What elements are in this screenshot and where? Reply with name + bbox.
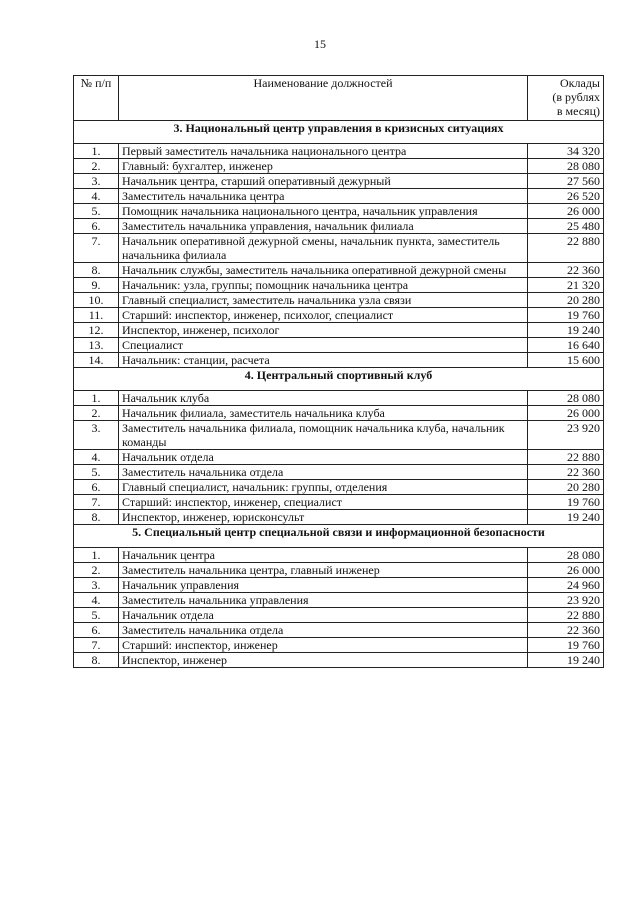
table-row xyxy=(74,406,604,421)
table-row xyxy=(74,263,604,278)
header-salary-line-2: (в рублях xyxy=(552,90,600,104)
row-number: 6. xyxy=(74,219,119,234)
position-name: Инспектор, инженер, юрисконсульт xyxy=(119,510,528,525)
row-number: 4. xyxy=(74,593,119,608)
position-name: Инспектор, инженер xyxy=(119,653,528,668)
salary-table xyxy=(73,75,604,668)
row-number: 4. xyxy=(74,450,119,465)
row-number: 1. xyxy=(74,548,119,563)
row-number: 7. xyxy=(74,495,119,510)
table-row xyxy=(74,623,604,638)
position-name: Главный специалист, заместитель начальника узла связи xyxy=(119,293,528,308)
section-title: 3. Национальный центр управления в кризисных ситуациях xyxy=(74,121,604,144)
salary-value: 28 080 xyxy=(528,391,604,406)
position-name: Заместитель начальника управления xyxy=(119,593,528,608)
salary-value: 19 240 xyxy=(528,653,604,668)
table-row xyxy=(74,159,604,174)
salary-value: 27 560 xyxy=(528,174,604,189)
position-name: Главный специалист, начальник: группы, отделения xyxy=(119,480,528,495)
position-name: Начальник: станции, расчета xyxy=(119,353,528,368)
row-number: 7. xyxy=(74,638,119,653)
table-row xyxy=(74,593,604,608)
row-number: 3. xyxy=(74,421,119,450)
salary-value: 22 360 xyxy=(528,623,604,638)
table-row xyxy=(74,144,604,159)
row-number: 1. xyxy=(74,391,119,406)
salary-value: 22 880 xyxy=(528,608,604,623)
salary-value: 34 320 xyxy=(528,144,604,159)
section-header-row xyxy=(74,121,604,144)
row-number: 13. xyxy=(74,338,119,353)
position-name: Заместитель начальника управления, начальник филиала xyxy=(119,219,528,234)
position-name: Начальник клуба xyxy=(119,391,528,406)
table-row xyxy=(74,510,604,525)
position-name: Начальник филиала, заместитель начальника клуба xyxy=(119,406,528,421)
salary-value: 15 600 xyxy=(528,353,604,368)
table-row xyxy=(74,219,604,234)
row-number: 6. xyxy=(74,623,119,638)
table-row xyxy=(74,480,604,495)
position-name: Старший: инспектор, инженер, психолог, специалист xyxy=(119,308,528,323)
row-number: 11. xyxy=(74,308,119,323)
row-number: 8. xyxy=(74,653,119,668)
salary-value: 26 000 xyxy=(528,406,604,421)
position-name: Заместитель начальника центра, главный инженер xyxy=(119,563,528,578)
table-row xyxy=(74,278,604,293)
position-name: Заместитель начальника филиала, помощник начальника клуба, начальник команды xyxy=(119,421,528,450)
salary-value: 26 000 xyxy=(528,204,604,219)
position-name: Старший: инспектор, инженер, специалист xyxy=(119,495,528,510)
position-name: Начальник центра, старший оперативный дежурный xyxy=(119,174,528,189)
position-name: Специалист xyxy=(119,338,528,353)
salary-value: 23 920 xyxy=(528,593,604,608)
row-number: 3. xyxy=(74,174,119,189)
row-number: 8. xyxy=(74,263,119,278)
salary-value: 19 760 xyxy=(528,308,604,323)
position-name: Заместитель начальника отдела xyxy=(119,465,528,480)
table-row xyxy=(74,308,604,323)
salary-value: 23 920 xyxy=(528,421,604,450)
section-header-row xyxy=(74,525,604,548)
salary-value: 19 240 xyxy=(528,510,604,525)
table-row xyxy=(74,578,604,593)
table-row xyxy=(74,653,604,668)
position-name: Начальник отдела xyxy=(119,608,528,623)
table-row xyxy=(74,323,604,338)
position-name: Первый заместитель начальника национального центра xyxy=(119,144,528,159)
salary-value: 22 880 xyxy=(528,234,604,263)
table-row xyxy=(74,421,604,450)
header-position-name: Наименование должностей xyxy=(119,76,528,121)
row-number: 5. xyxy=(74,608,119,623)
section-header-row xyxy=(74,368,604,391)
position-name: Начальник: узла, группы; помощник начальника центра xyxy=(119,278,528,293)
salary-value: 22 880 xyxy=(528,450,604,465)
header-salary-line-1: Оклады xyxy=(560,76,600,90)
table-row xyxy=(74,204,604,219)
row-number: 10. xyxy=(74,293,119,308)
table-row xyxy=(74,450,604,465)
section-title: 5. Специальный центр специальной связи и информационной безопасности xyxy=(74,525,604,548)
table-row xyxy=(74,495,604,510)
position-name: Заместитель начальника отдела xyxy=(119,623,528,638)
table-row xyxy=(74,338,604,353)
position-name: Помощник начальника национального центра, начальник управления xyxy=(119,204,528,219)
row-number: 1. xyxy=(74,144,119,159)
row-number: 5. xyxy=(74,204,119,219)
position-name: Начальник управления xyxy=(119,578,528,593)
row-number: 2. xyxy=(74,159,119,174)
salary-value: 19 760 xyxy=(528,638,604,653)
salary-value: 28 080 xyxy=(528,548,604,563)
position-name: Начальник отдела xyxy=(119,450,528,465)
row-number: 14. xyxy=(74,353,119,368)
row-number: 2. xyxy=(74,563,119,578)
table-row xyxy=(74,391,604,406)
salary-value: 19 240 xyxy=(528,323,604,338)
row-number: 12. xyxy=(74,323,119,338)
table-row xyxy=(74,465,604,480)
row-number: 7. xyxy=(74,234,119,263)
salary-value: 22 360 xyxy=(528,263,604,278)
position-name: Заместитель начальника центра xyxy=(119,189,528,204)
row-number: 6. xyxy=(74,480,119,495)
position-name: Главный: бухгалтер, инженер xyxy=(119,159,528,174)
salary-value: 28 080 xyxy=(528,159,604,174)
row-number: 5. xyxy=(74,465,119,480)
salary-value: 19 760 xyxy=(528,495,604,510)
position-name: Начальник центра xyxy=(119,548,528,563)
salary-value: 24 960 xyxy=(528,578,604,593)
table-row xyxy=(74,234,604,263)
salary-value: 16 640 xyxy=(528,338,604,353)
table-body xyxy=(74,121,604,668)
table-row xyxy=(74,548,604,563)
table-header-row xyxy=(74,76,604,121)
row-number: 9. xyxy=(74,278,119,293)
salary-value: 26 000 xyxy=(528,563,604,578)
header-salary-line-3: в месяц) xyxy=(556,104,600,118)
salary-value: 22 360 xyxy=(528,465,604,480)
table-row xyxy=(74,189,604,204)
header-number: № п/п xyxy=(74,76,119,121)
salary-value: 20 280 xyxy=(528,480,604,495)
row-number: 4. xyxy=(74,189,119,204)
position-name: Начальник оперативной дежурной смены, начальник пункта, заместитель начальника филиала xyxy=(119,234,528,263)
position-name: Старший: инспектор, инженер xyxy=(119,638,528,653)
row-number: 2. xyxy=(74,406,119,421)
header-salary xyxy=(528,76,604,121)
position-name: Инспектор, инженер, психолог xyxy=(119,323,528,338)
row-number: 3. xyxy=(74,578,119,593)
table-row xyxy=(74,638,604,653)
salary-value: 25 480 xyxy=(528,219,604,234)
table-row xyxy=(74,608,604,623)
position-name: Начальник службы, заместитель начальника оперативной дежурной смены xyxy=(119,263,528,278)
salary-value: 20 280 xyxy=(528,293,604,308)
table-row xyxy=(74,563,604,578)
page-number: 15 xyxy=(314,37,326,51)
section-title: 4. Центральный спортивный клуб xyxy=(74,368,604,391)
table-row xyxy=(74,174,604,189)
table-row xyxy=(74,293,604,308)
salary-value: 26 520 xyxy=(528,189,604,204)
row-number: 8. xyxy=(74,510,119,525)
salary-value: 21 320 xyxy=(528,278,604,293)
table-row xyxy=(74,353,604,368)
